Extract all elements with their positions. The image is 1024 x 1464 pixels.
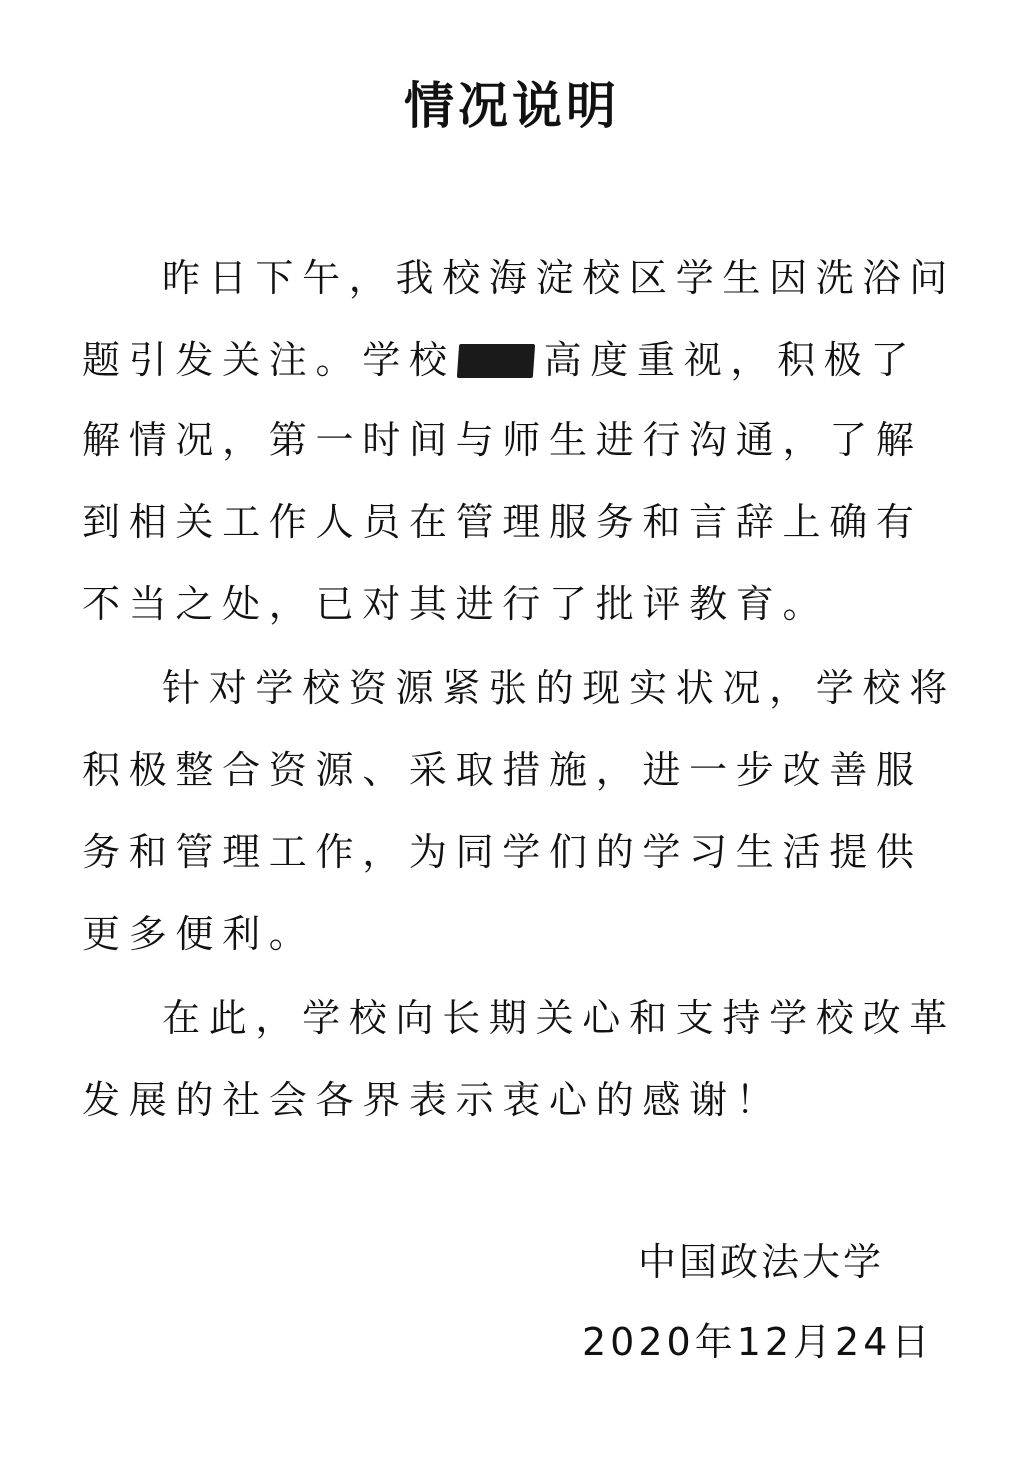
- paragraph-1-line-2-part-b: 高度重视，积极了: [543, 338, 918, 382]
- paragraph-2-line-4: 更多便利。: [82, 912, 316, 956]
- redaction-block: [456, 344, 534, 378]
- signature-organization: 中国政法大学: [638, 1240, 885, 1284]
- paragraph-2-line-2: 积极整合资源、采取措施，进一步改善服: [82, 748, 923, 792]
- paragraph-1-line-2: [82, 330, 917, 390]
- paragraph-1-line-3: 解情况，第一时间与师生进行沟通，了解: [82, 418, 923, 462]
- paragraph-1-line-5: 不当之处，已对其进行了批评教育。: [82, 582, 830, 626]
- paragraph-1-line-1: 昨日下午，我校海淀校区学生因洗浴问: [162, 256, 956, 300]
- paragraph-1-line-2-part-a: 题引发关注。学校: [82, 338, 456, 382]
- paragraph-2-line-1: 针对学校资源紧张的现实状况，学校将: [162, 666, 956, 710]
- paragraph-1-line-4: 到相关工作人员在管理服务和言辞上确有: [82, 500, 923, 544]
- paragraph-3-line-1: 在此，学校向长期关心和支持学校改革: [162, 996, 956, 1040]
- paragraph-2-line-3: 务和管理工作，为同学们的学习生活提供: [82, 830, 923, 874]
- paragraph-3-line-2: 发展的社会各界表示衷心的感谢！: [82, 1078, 783, 1122]
- signature-date: 2020年12月24日: [582, 1320, 934, 1364]
- document-title: 情况说明: [404, 77, 620, 135]
